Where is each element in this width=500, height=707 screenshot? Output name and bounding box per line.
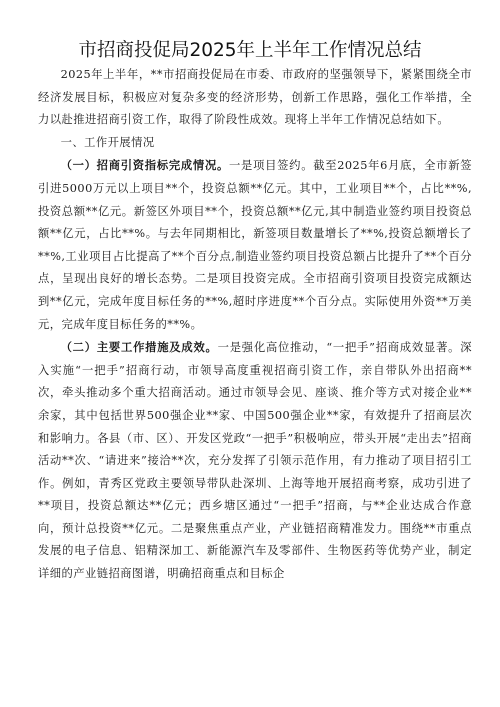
paragraph-text: 一是强化高位推动，“一把手”招商成效显著。深入实施“一把手”招商行动，市领导高度重视招商引资工作，亲自带队外出招商**次，牵头推动多个重大招商活动。通过市领导会见、座谈、推介等方式对接企业**余家，其中包括世界500强企业**家、中国500强企业**家，有效提升了招商层次和影响力。各县（市、区）、开发区党政“一把手”积极响应，带头开展“走出去”招商活动**次、“请进来”接洽**次，充分发挥了引领示范作用，有力推动了项目招引工作。例如，青秀区党政主要领导带队赴深圳、上海等地开展招商考察，成功引进了**项目，投资总额达**亿元；西乡塘区通过“一把手”招商，与**企业达成合作意向，预计总投资**亿元。二是聚焦重点产业，产业链招商精准发力。围绕**市重点发展的电子信息、铝精深加工、新能源汽车及零部件、生物医药等优势产业，制定详细的产业链招商图谱，明确招商重点和目标企: [38, 341, 472, 581]
intro-paragraph: 2025年上半年，**市招商投促局在市委、市政府的坚强领导下，紧紧围绕全市经济发展目标，积极应对复杂多变的经济形势，创新工作思路，强化工作举措，全力以赴推进招商引资工作，取得了阶段性成效。现将上半年工作情况总结如下。: [38, 68, 472, 127]
document-title: 市招商投促局2025年上半年工作情况总结: [78, 40, 422, 61]
paragraph-measures: [38, 336, 472, 586]
paragraph-text: 一是项目签约。截至2025年6月底，全市新签引进5000万元以上项目**个，投资总额**亿元。其中，工业项目**个，占比**%,投资总额**亿元。新签区外项目**个，投资总额**亿元,其中制造业签约项目投资总额**亿元，占比**%。与去年同期相比，新签项目数量增长了**%,投资总额增长了**%,工业项目占比提高了**个百分点,制造业签约项目投资总额占比提升了**个百分点，呈现出良好的增长态势。二是项目投资完成。全市招商引资项目投资完成额达到**亿元，完成年度目标任务的**%,超时序进度**个百分点。实际使用外资**万美元，完成年度目标任务的**%。: [38, 159, 472, 331]
section-heading: 一、工作开展情况: [60, 135, 155, 149]
paragraph-lead: （二）主要工作措施及成效。: [60, 340, 218, 355]
document-body: [38, 64, 472, 586]
paragraph-targets: [38, 154, 472, 336]
paragraph-lead: （一）招商引资指标完成情况。: [60, 158, 230, 173]
